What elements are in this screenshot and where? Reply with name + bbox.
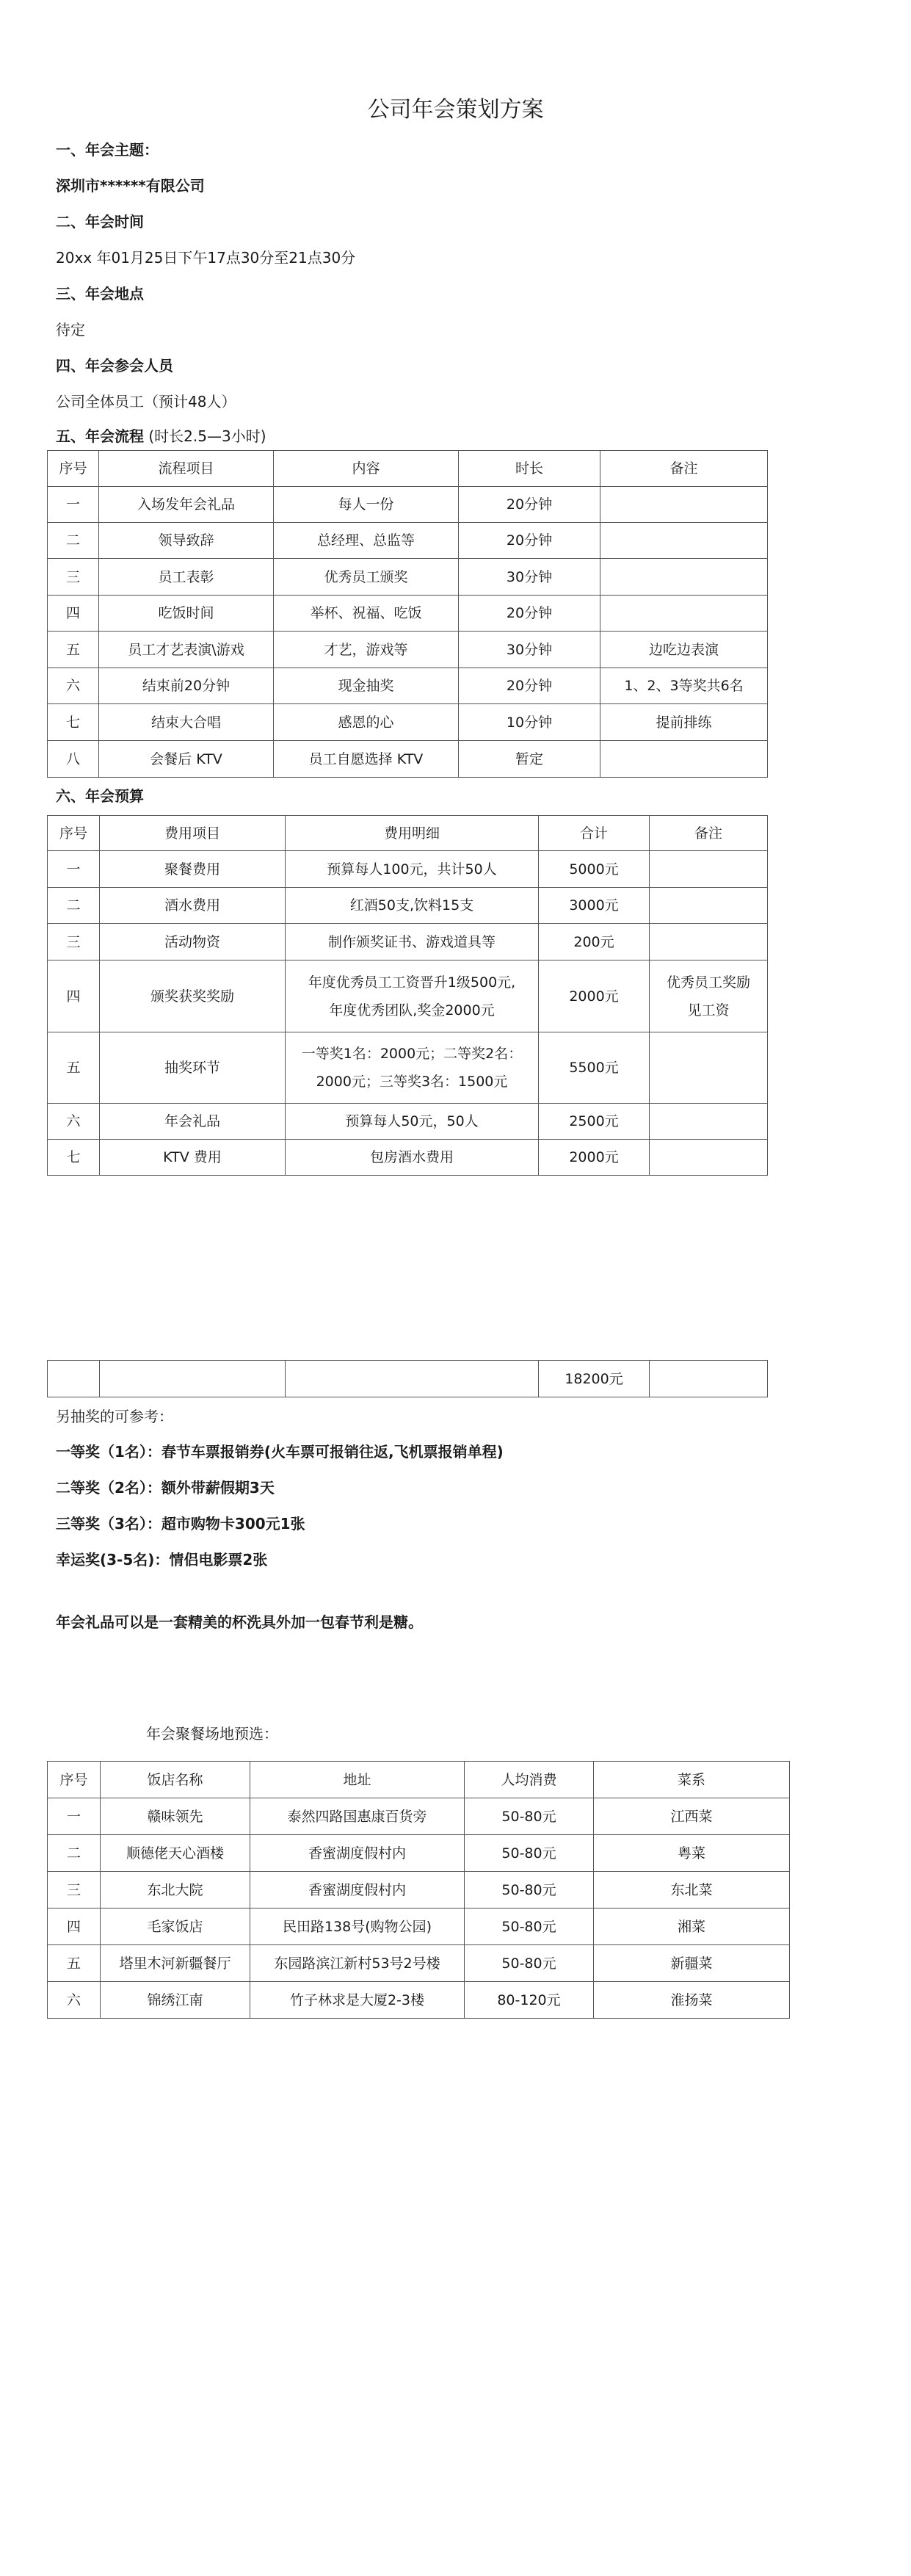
cell: 七 [48, 1140, 100, 1176]
cell: 塔里木河新疆餐厅 [101, 1945, 250, 1982]
cell: 东北菜 [594, 1872, 790, 1909]
budget-table [47, 815, 768, 1176]
time-heading: 二、年会时间 [56, 213, 144, 231]
table-row [48, 924, 768, 960]
cell: 每人一份 [274, 487, 459, 523]
cell: 三 [48, 924, 100, 960]
cell: 泰然四路国惠康百货旁 [250, 1798, 465, 1835]
cell: 四 [48, 1909, 101, 1945]
theme-value: 深圳市******有限公司 [56, 177, 205, 195]
cell: 50-80元 [465, 1798, 594, 1835]
cell [650, 888, 768, 924]
cell: 2000元 [539, 960, 650, 1032]
table-row [48, 960, 768, 1032]
cell: 颁奖获奖奖励 [100, 960, 286, 1032]
header-cell: 费用明细 [286, 816, 539, 851]
cell: 七 [48, 704, 99, 741]
cell-line: 年度优秀团队,奖金2000元 [329, 1002, 495, 1019]
cell [600, 523, 768, 559]
table-header-row [48, 1762, 790, 1798]
cell: 淮扬菜 [594, 1982, 790, 2019]
cell: 30分钟 [459, 559, 600, 596]
table-row [48, 888, 768, 924]
table-row [48, 1835, 790, 1872]
cell: 五 [48, 632, 99, 668]
cell [650, 1361, 768, 1397]
cell [650, 924, 768, 960]
cell: 二 [48, 1835, 101, 1872]
cell: 香蜜湖度假村内 [250, 1872, 465, 1909]
table-row [48, 1140, 768, 1176]
cell: 领导致辞 [99, 523, 274, 559]
table-row [48, 668, 768, 704]
cell-line: 2000元；三等奖3名：1500元 [316, 1074, 508, 1090]
table-row [48, 741, 768, 778]
cell: 三 [48, 1872, 101, 1909]
cell [650, 851, 768, 888]
cell: 锦绣江南 [101, 1982, 250, 2019]
header-cell: 菜系 [594, 1762, 790, 1798]
cell: 六 [48, 668, 99, 704]
table-row [48, 1945, 790, 1982]
table-row [48, 1361, 768, 1397]
cell: 2000元 [539, 1140, 650, 1176]
cell [600, 741, 768, 778]
cell: 四 [48, 596, 99, 632]
cell: 赣味领先 [101, 1798, 250, 1835]
cell [650, 1140, 768, 1176]
people-heading: 四、年会参会人员 [56, 357, 173, 375]
cell: 酒水费用 [100, 888, 286, 924]
cell: 结束大合唱 [99, 704, 274, 741]
cell: 预算每人50元，50人 [286, 1104, 539, 1140]
lottery-item: 一等奖（1名）：春节车票报销券(火车票可报销往返,飞机票报销单程) [56, 1443, 504, 1461]
table-row [48, 1104, 768, 1140]
cell [286, 1361, 539, 1397]
cell: 2500元 [539, 1104, 650, 1140]
cell [600, 559, 768, 596]
cell: 三 [48, 559, 99, 596]
cell [286, 1032, 539, 1104]
cell: 30分钟 [459, 632, 600, 668]
lottery-item: 幸运奖(3-5名)：情侣电影票2张 [56, 1551, 268, 1569]
venue-heading: 年会聚餐场地预选： [146, 1725, 278, 1743]
place-heading: 三、年会地点 [56, 285, 144, 303]
cell: 五 [48, 1032, 100, 1104]
lottery-item: 二等奖（2名）：额外带薪假期3天 [56, 1479, 275, 1497]
cell: 四 [48, 960, 100, 1032]
cell: 东北大院 [101, 1872, 250, 1909]
table-row [48, 1032, 768, 1104]
cell: 八 [48, 741, 99, 778]
cell: 粤菜 [594, 1835, 790, 1872]
cell: 20分钟 [459, 523, 600, 559]
cell [600, 487, 768, 523]
header-cell: 序号 [48, 816, 100, 851]
table-row [48, 487, 768, 523]
cell: 20分钟 [459, 487, 600, 523]
header-cell: 序号 [48, 451, 99, 487]
cell: 50-80元 [465, 1835, 594, 1872]
cell [650, 1032, 768, 1104]
header-cell: 备注 [600, 451, 768, 487]
people-value: 公司全体员工（预计48人） [56, 393, 236, 410]
cell [48, 1361, 100, 1397]
table-row [48, 596, 768, 632]
cell: 提前排练 [600, 704, 768, 741]
cell: 一 [48, 851, 100, 888]
cell: 10分钟 [459, 704, 600, 741]
cell: 员工才艺表演\游戏 [99, 632, 274, 668]
cell: 优秀员工颁奖 [274, 559, 459, 596]
cell: 3000元 [539, 888, 650, 924]
time-value: 20xx 年01月25日下午17点30分至21点30分 [56, 249, 356, 267]
cell: 六 [48, 1982, 101, 2019]
cell [650, 960, 768, 1032]
table-row [48, 632, 768, 668]
cell-line: 年度优秀员工工资晋升1级500元, [308, 974, 516, 991]
cell: 5000元 [539, 851, 650, 888]
cell: 才艺，游戏等 [274, 632, 459, 668]
cell: 暂定 [459, 741, 600, 778]
cell: 民田路138号(购物公园) [250, 1909, 465, 1945]
cell: 江西菜 [594, 1798, 790, 1835]
cell-line: 一等奖1名：2000元；二等奖2名： [301, 1046, 523, 1062]
cell: 员工表彰 [99, 559, 274, 596]
table-row [48, 1872, 790, 1909]
cell: 竹子林求是大厦2-3楼 [250, 1982, 465, 2019]
table-row [48, 851, 768, 888]
grand-total-cell: 18200元 [539, 1361, 650, 1397]
cell: 顺德佬天心酒楼 [101, 1835, 250, 1872]
table-row [48, 523, 768, 559]
cell [286, 960, 539, 1032]
cell: 边吃边表演 [600, 632, 768, 668]
table-row [48, 1909, 790, 1945]
cell: 香蜜湖度假村内 [250, 1835, 465, 1872]
cell: 50-80元 [465, 1909, 594, 1945]
cell: 二 [48, 888, 100, 924]
document-title: 公司年会策划方案 [367, 97, 544, 123]
cell [600, 596, 768, 632]
cell: 20分钟 [459, 668, 600, 704]
cell: 抽奖环节 [100, 1032, 286, 1104]
flow-heading-line [56, 424, 266, 446]
cell: 5500元 [539, 1032, 650, 1104]
cell: 80-120元 [465, 1982, 594, 2019]
cell: 200元 [539, 924, 650, 960]
cell: 员工自愿选择 KTV [274, 741, 459, 778]
header-cell: 备注 [650, 816, 768, 851]
table-row [48, 1982, 790, 2019]
cell: 聚餐费用 [100, 851, 286, 888]
cell: 新疆菜 [594, 1945, 790, 1982]
place-value: 待定 [56, 321, 85, 339]
cell: 结束前20分钟 [99, 668, 274, 704]
cell: 1、2、3等奖共6名 [600, 668, 768, 704]
venue-table [47, 1761, 790, 2019]
table-header-row [48, 816, 768, 851]
budget-total-table [47, 1360, 768, 1397]
header-cell: 内容 [274, 451, 459, 487]
cell: 现金抽奖 [274, 668, 459, 704]
cell: 年会礼品 [100, 1104, 286, 1140]
cell: 感恩的心 [274, 704, 459, 741]
cell: 二 [48, 523, 99, 559]
cell: 举杯、祝福、吃饭 [274, 596, 459, 632]
cell: 总经理、总监等 [274, 523, 459, 559]
cell: 制作颁奖证书、游戏道具等 [286, 924, 539, 960]
cell: 预算每人100元，共计50人 [286, 851, 539, 888]
flow-heading: 五、年会流程 [56, 427, 144, 445]
header-cell: 合计 [539, 816, 650, 851]
table-row [48, 704, 768, 741]
cell: 一 [48, 487, 99, 523]
cell: 入场发年会礼品 [99, 487, 274, 523]
header-cell: 流程项目 [99, 451, 274, 487]
cell: 会餐后 KTV [99, 741, 274, 778]
budget-heading: 六、年会预算 [56, 787, 144, 805]
cell [100, 1361, 286, 1397]
cell: 东园路滨江新村53号2号楼 [250, 1945, 465, 1982]
header-cell: 饭店名称 [101, 1762, 250, 1798]
cell: 红酒50支,饮料15支 [286, 888, 539, 924]
cell: 吃饭时间 [99, 596, 274, 632]
cell: 50-80元 [465, 1945, 594, 1982]
table-header-row [48, 451, 768, 487]
cell: 包房酒水费用 [286, 1140, 539, 1176]
cell: 50-80元 [465, 1872, 594, 1909]
flow-table [47, 450, 768, 778]
gift-note: 年会礼品可以是一套精美的杯洗具外加一包春节利是糖。 [56, 1613, 423, 1631]
theme-heading: 一、年会主题： [56, 141, 159, 159]
table-row [48, 1798, 790, 1835]
header-cell: 序号 [48, 1762, 101, 1798]
flow-duration-note: (时长2.5—3小时) [148, 427, 266, 445]
header-cell: 费用项目 [100, 816, 286, 851]
cell-line: 见工资 [687, 1002, 730, 1019]
header-cell: 地址 [250, 1762, 465, 1798]
cell: 湘菜 [594, 1909, 790, 1945]
table-row [48, 559, 768, 596]
lottery-intro: 另抽奖的可参考： [56, 1408, 173, 1425]
lottery-item: 三等奖（3名）：超市购物卡300元1张 [56, 1515, 305, 1533]
cell-line: 优秀员工奖励 [666, 974, 750, 991]
cell: 五 [48, 1945, 101, 1982]
header-cell: 时长 [459, 451, 600, 487]
cell: 20分钟 [459, 596, 600, 632]
cell: 六 [48, 1104, 100, 1140]
cell: KTV 费用 [100, 1140, 286, 1176]
cell: 活动物资 [100, 924, 286, 960]
cell [650, 1104, 768, 1140]
cell: 毛家饭店 [101, 1909, 250, 1945]
cell: 一 [48, 1798, 101, 1835]
header-cell: 人均消费 [465, 1762, 594, 1798]
